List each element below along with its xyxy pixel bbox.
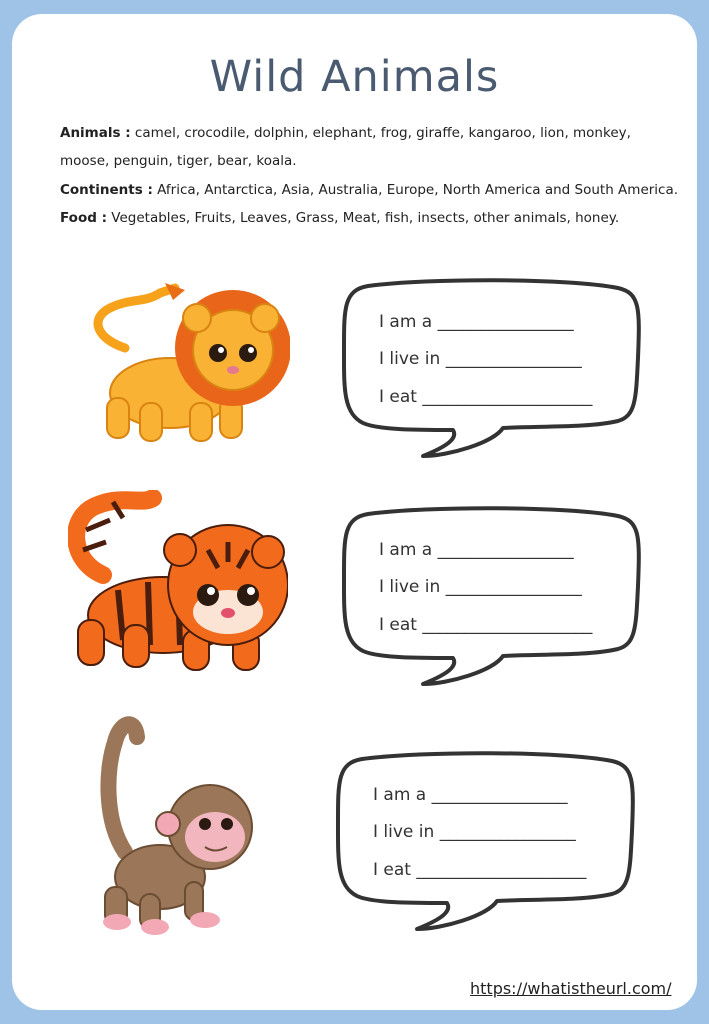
answer-bubble-2 [338, 506, 642, 688]
continents-line [60, 180, 690, 200]
animals-line-2 [60, 151, 690, 171]
food-line [60, 208, 690, 228]
answer-line-food[interactable]: I eat ____________________ [379, 387, 593, 407]
source-url-link[interactable]: https://whatistheurl.com/ [470, 979, 672, 998]
animals-label: Animals : [60, 125, 131, 141]
animals-text-2: moose, penguin, tiger, bear, koala. [60, 153, 297, 169]
monkey-icon [85, 712, 260, 937]
answer-line-animal[interactable]: I am a ________________ [373, 785, 568, 805]
animals-line [60, 123, 690, 143]
tiger-icon [68, 490, 288, 680]
answer-line-animal[interactable]: I am a ________________ [379, 540, 574, 560]
page-title: Wild Animals [209, 52, 500, 102]
answer-line-habitat[interactable]: I live in ________________ [379, 349, 582, 369]
food-text: Vegetables, Fruits, Leaves, Grass, Meat, fish, insects, other animals, honey. [111, 210, 620, 226]
continents-label: Continents : [60, 182, 153, 198]
answer-line-food[interactable]: I eat ____________________ [373, 860, 587, 880]
lion-icon [85, 278, 290, 453]
answer-line-habitat[interactable]: I live in ________________ [379, 577, 582, 597]
answer-line-habitat[interactable]: I live in ________________ [373, 822, 576, 842]
answer-bubble-3 [332, 751, 636, 933]
answer-line-food[interactable]: I eat ____________________ [379, 615, 593, 635]
animals-text: camel, crocodile, dolphin, elephant, frog, giraffe, kangaroo, lion, monkey, [134, 125, 631, 141]
continents-text: Africa, Antarctica, Asia, Australia, Europe, North America and South America. [157, 182, 679, 198]
answer-bubble-1 [338, 278, 642, 460]
answer-line-animal[interactable]: I am a ________________ [379, 312, 574, 332]
food-label: Food : [60, 210, 107, 226]
